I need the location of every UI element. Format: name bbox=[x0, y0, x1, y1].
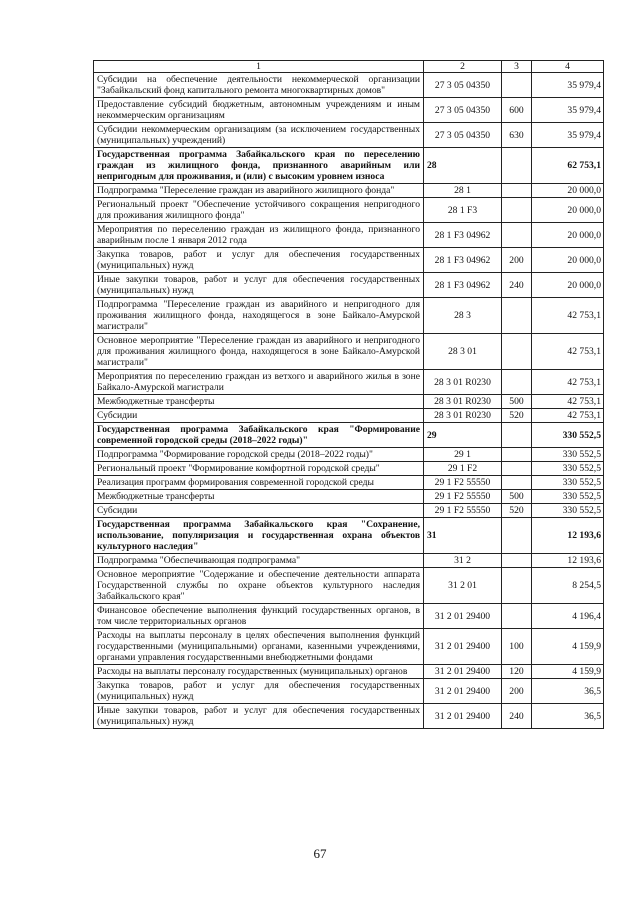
row-name-cell: Расходы на выплаты персоналу в целях обеспечения выполнения функций государственными (муниципальными) органами, казенными учреждениями, органами управления государственными внебюджетными фондами bbox=[94, 629, 424, 665]
row-type-cell bbox=[502, 223, 532, 248]
row-name-cell: Реализация программ формирования современной городской среды bbox=[94, 476, 424, 490]
row-code-cell: 28 3 01 bbox=[424, 334, 502, 370]
row-code-cell: 31 2 01 29400 bbox=[424, 629, 502, 665]
row-type-cell bbox=[502, 198, 532, 223]
row-amount-cell: 330 552,5 bbox=[532, 423, 604, 448]
row-code-cell: 27 3 05 04350 bbox=[424, 123, 502, 148]
row-code-cell: 31 2 01 29400 bbox=[424, 665, 502, 679]
row-code-cell: 28 3 01 R0230 bbox=[424, 395, 502, 409]
row-name-cell: Межбюджетные трансферты bbox=[94, 490, 424, 504]
header-col-2: 2 bbox=[424, 61, 502, 73]
row-type-cell: 500 bbox=[502, 490, 532, 504]
row-amount-cell: 12 193,6 bbox=[532, 554, 604, 568]
row-name-cell: Подпрограмма "Переселение граждан из аварийного жилищного фонда" bbox=[94, 184, 424, 198]
table-row bbox=[94, 518, 604, 554]
row-name-cell: Иные закупки товаров, работ и услуг для обеспечения государственных (муниципальных) нужд bbox=[94, 273, 424, 298]
table-row bbox=[94, 248, 604, 273]
row-type-cell bbox=[502, 370, 532, 395]
table-row bbox=[94, 409, 604, 423]
row-code-cell: 29 1 F2 55550 bbox=[424, 504, 502, 518]
row-type-cell: 240 bbox=[502, 704, 532, 729]
row-type-cell: 200 bbox=[502, 679, 532, 704]
row-code-cell: 29 1 F2 55550 bbox=[424, 490, 502, 504]
row-type-cell bbox=[502, 298, 532, 334]
table-row bbox=[94, 665, 604, 679]
table-row bbox=[94, 462, 604, 476]
row-amount-cell: 330 552,5 bbox=[532, 490, 604, 504]
row-name-cell: Субсидии некоммерческим организациям (за исключением государственных (муниципальных) учреждений) bbox=[94, 123, 424, 148]
row-name-cell: Подпрограмма "Переселение граждан из аварийного и непригодного для проживания жилищного фонда, находящегося в зоне Байкало-Амурской магистрали" bbox=[94, 298, 424, 334]
row-amount-cell: 42 753,1 bbox=[532, 409, 604, 423]
table-row bbox=[94, 123, 604, 148]
row-type-cell bbox=[502, 518, 532, 554]
row-amount-cell: 20 000,0 bbox=[532, 273, 604, 298]
row-name-cell: Закупка товаров, работ и услуг для обеспечения государственных (муниципальных) нужд bbox=[94, 248, 424, 273]
table-row bbox=[94, 370, 604, 395]
row-name-cell: Основное мероприятие "Содержание и обеспечение деятельности аппарата Государственной службы по охране объектов культурного наследия Забайкальского края" bbox=[94, 568, 424, 604]
table-row bbox=[94, 184, 604, 198]
row-type-cell bbox=[502, 184, 532, 198]
row-code-cell: 31 2 01 29400 bbox=[424, 704, 502, 729]
header-row bbox=[94, 61, 604, 73]
row-name-cell: Расходы на выплаты персоналу государственных (муниципальных) органов bbox=[94, 665, 424, 679]
table-row bbox=[94, 298, 604, 334]
row-name-cell: Закупка товаров, работ и услуг для обеспечения государственных (муниципальных) нужд bbox=[94, 679, 424, 704]
row-amount-cell: 42 753,1 bbox=[532, 298, 604, 334]
table-row bbox=[94, 679, 604, 704]
row-amount-cell: 42 753,1 bbox=[532, 395, 604, 409]
row-amount-cell: 35 979,4 bbox=[532, 73, 604, 98]
row-amount-cell: 330 552,5 bbox=[532, 504, 604, 518]
row-amount-cell: 35 979,4 bbox=[532, 98, 604, 123]
row-name-cell: Государственная программа Забайкальского края "Сохранение, использование, популяризация и государственная охрана объектов культурного наследия" bbox=[94, 518, 424, 554]
table-row bbox=[94, 476, 604, 490]
row-amount-cell: 4 159,9 bbox=[532, 665, 604, 679]
row-code-cell: 31 2 01 bbox=[424, 568, 502, 604]
row-type-cell: 120 bbox=[502, 665, 532, 679]
row-code-cell: 28 1 F3 04962 bbox=[424, 223, 502, 248]
row-amount-cell: 12 193,6 bbox=[532, 518, 604, 554]
row-code-cell: 29 bbox=[424, 423, 502, 448]
row-name-cell: Мероприятия по переселению граждан из ветхого и аварийного жилья в зоне Байкало-Амурской магистрали bbox=[94, 370, 424, 395]
row-name-cell: Субсидии на обеспечение деятельности некоммерческой организации "Забайкальский фонд капитального ремонта многоквартирных домов" bbox=[94, 73, 424, 98]
row-code-cell: 28 1 F3 bbox=[424, 198, 502, 223]
table-row bbox=[94, 704, 604, 729]
row-type-cell: 520 bbox=[502, 409, 532, 423]
row-name-cell: Государственная программа Забайкальского края "Формирование современной городской среды (2018–2022 годы)" bbox=[94, 423, 424, 448]
row-name-cell: Иные закупки товаров, работ и услуг для обеспечения государственных (муниципальных) нужд bbox=[94, 704, 424, 729]
row-code-cell: 27 3 05 04350 bbox=[424, 73, 502, 98]
row-amount-cell: 42 753,1 bbox=[532, 334, 604, 370]
row-amount-cell: 20 000,0 bbox=[532, 184, 604, 198]
table-row bbox=[94, 73, 604, 98]
row-code-cell: 28 3 01 R0230 bbox=[424, 370, 502, 395]
row-name-cell: Региональный проект "Обеспечение устойчивого сокращения непригодного для проживания жилищного фонда" bbox=[94, 198, 424, 223]
row-name-cell: Государственная программа Забайкальского края по переселению граждан из жилищного фонда, признанного аварийным или непригодным для проживания, и (или) с высоким уровнем износа bbox=[94, 148, 424, 184]
row-type-cell bbox=[502, 423, 532, 448]
row-type-cell: 600 bbox=[502, 98, 532, 123]
row-code-cell: 31 2 01 29400 bbox=[424, 604, 502, 629]
row-code-cell: 28 1 F3 04962 bbox=[424, 248, 502, 273]
table-row bbox=[94, 604, 604, 629]
row-name-cell: Подпрограмма "Формирование городской среды (2018–2022 годы)" bbox=[94, 448, 424, 462]
row-name-cell: Региональный проект "Формирование комфортной городской среды" bbox=[94, 462, 424, 476]
row-name-cell: Подпрограмма "Обеспечивающая подпрограмма" bbox=[94, 554, 424, 568]
row-amount-cell: 20 000,0 bbox=[532, 223, 604, 248]
budget-table bbox=[93, 60, 604, 729]
row-type-cell bbox=[502, 334, 532, 370]
row-type-cell bbox=[502, 448, 532, 462]
row-type-cell: 240 bbox=[502, 273, 532, 298]
row-amount-cell: 20 000,0 bbox=[532, 198, 604, 223]
row-code-cell: 29 1 bbox=[424, 448, 502, 462]
row-type-cell bbox=[502, 73, 532, 98]
row-code-cell: 31 2 bbox=[424, 554, 502, 568]
row-name-cell: Финансовое обеспечение выполнения функций государственных органов, в том числе территориальных органов bbox=[94, 604, 424, 629]
table-row bbox=[94, 568, 604, 604]
row-name-cell: Основное мероприятие "Переселение граждан из аварийного и непригодного для проживания жилищного фонда, находящегося в зоне Байкало-Амурской магистрали" bbox=[94, 334, 424, 370]
row-name-cell: Межбюджетные трансферты bbox=[94, 395, 424, 409]
row-name-cell: Субсидии bbox=[94, 504, 424, 518]
row-type-cell bbox=[502, 568, 532, 604]
row-type-cell bbox=[502, 462, 532, 476]
row-code-cell: 28 3 bbox=[424, 298, 502, 334]
table-row bbox=[94, 629, 604, 665]
table-row bbox=[94, 554, 604, 568]
row-code-cell: 28 1 bbox=[424, 184, 502, 198]
table-row bbox=[94, 334, 604, 370]
row-type-cell: 520 bbox=[502, 504, 532, 518]
table-row bbox=[94, 395, 604, 409]
row-code-cell: 31 2 01 29400 bbox=[424, 679, 502, 704]
table-row bbox=[94, 448, 604, 462]
row-name-cell: Субсидии bbox=[94, 409, 424, 423]
row-amount-cell: 36,5 bbox=[532, 679, 604, 704]
table-row bbox=[94, 198, 604, 223]
header-col-4: 4 bbox=[532, 61, 604, 73]
table-row bbox=[94, 273, 604, 298]
table-row bbox=[94, 98, 604, 123]
row-amount-cell: 330 552,5 bbox=[532, 448, 604, 462]
row-amount-cell: 62 753,1 bbox=[532, 148, 604, 184]
table-row bbox=[94, 223, 604, 248]
table-row bbox=[94, 490, 604, 504]
row-amount-cell: 4 196,4 bbox=[532, 604, 604, 629]
row-code-cell: 29 1 F2 55550 bbox=[424, 476, 502, 490]
row-amount-cell: 35 979,4 bbox=[532, 123, 604, 148]
page-number: 67 bbox=[313, 846, 327, 861]
row-name-cell: Предоставление субсидий бюджетным, автономным учреждениям и иным некоммерческим организациям bbox=[94, 98, 424, 123]
table-row bbox=[94, 504, 604, 518]
row-code-cell: 28 3 01 R0230 bbox=[424, 409, 502, 423]
row-amount-cell: 8 254,5 bbox=[532, 568, 604, 604]
row-code-cell: 29 1 F2 bbox=[424, 462, 502, 476]
row-type-cell bbox=[502, 148, 532, 184]
row-amount-cell: 330 552,5 bbox=[532, 476, 604, 490]
row-code-cell: 31 bbox=[424, 518, 502, 554]
row-amount-cell: 4 159,9 bbox=[532, 629, 604, 665]
row-code-cell: 27 3 05 04350 bbox=[424, 98, 502, 123]
row-code-cell: 28 1 F3 04962 bbox=[424, 273, 502, 298]
row-name-cell: Мероприятия по переселению граждан из жилищного фонда, признанного аварийным после 1 января 2012 года bbox=[94, 223, 424, 248]
row-type-cell: 630 bbox=[502, 123, 532, 148]
header-col-3: 3 bbox=[502, 61, 532, 73]
row-type-cell: 100 bbox=[502, 629, 532, 665]
row-type-cell bbox=[502, 604, 532, 629]
table-row bbox=[94, 148, 604, 184]
row-amount-cell: 36,5 bbox=[532, 704, 604, 729]
row-type-cell bbox=[502, 554, 532, 568]
table-body bbox=[94, 61, 604, 729]
table-row bbox=[94, 423, 604, 448]
row-amount-cell: 20 000,0 bbox=[532, 248, 604, 273]
row-type-cell bbox=[502, 476, 532, 490]
row-amount-cell: 330 552,5 bbox=[532, 462, 604, 476]
row-amount-cell: 42 753,1 bbox=[532, 370, 604, 395]
row-type-cell: 500 bbox=[502, 395, 532, 409]
header-col-1: 1 bbox=[94, 61, 424, 73]
row-code-cell: 28 bbox=[424, 148, 502, 184]
row-type-cell: 200 bbox=[502, 248, 532, 273]
